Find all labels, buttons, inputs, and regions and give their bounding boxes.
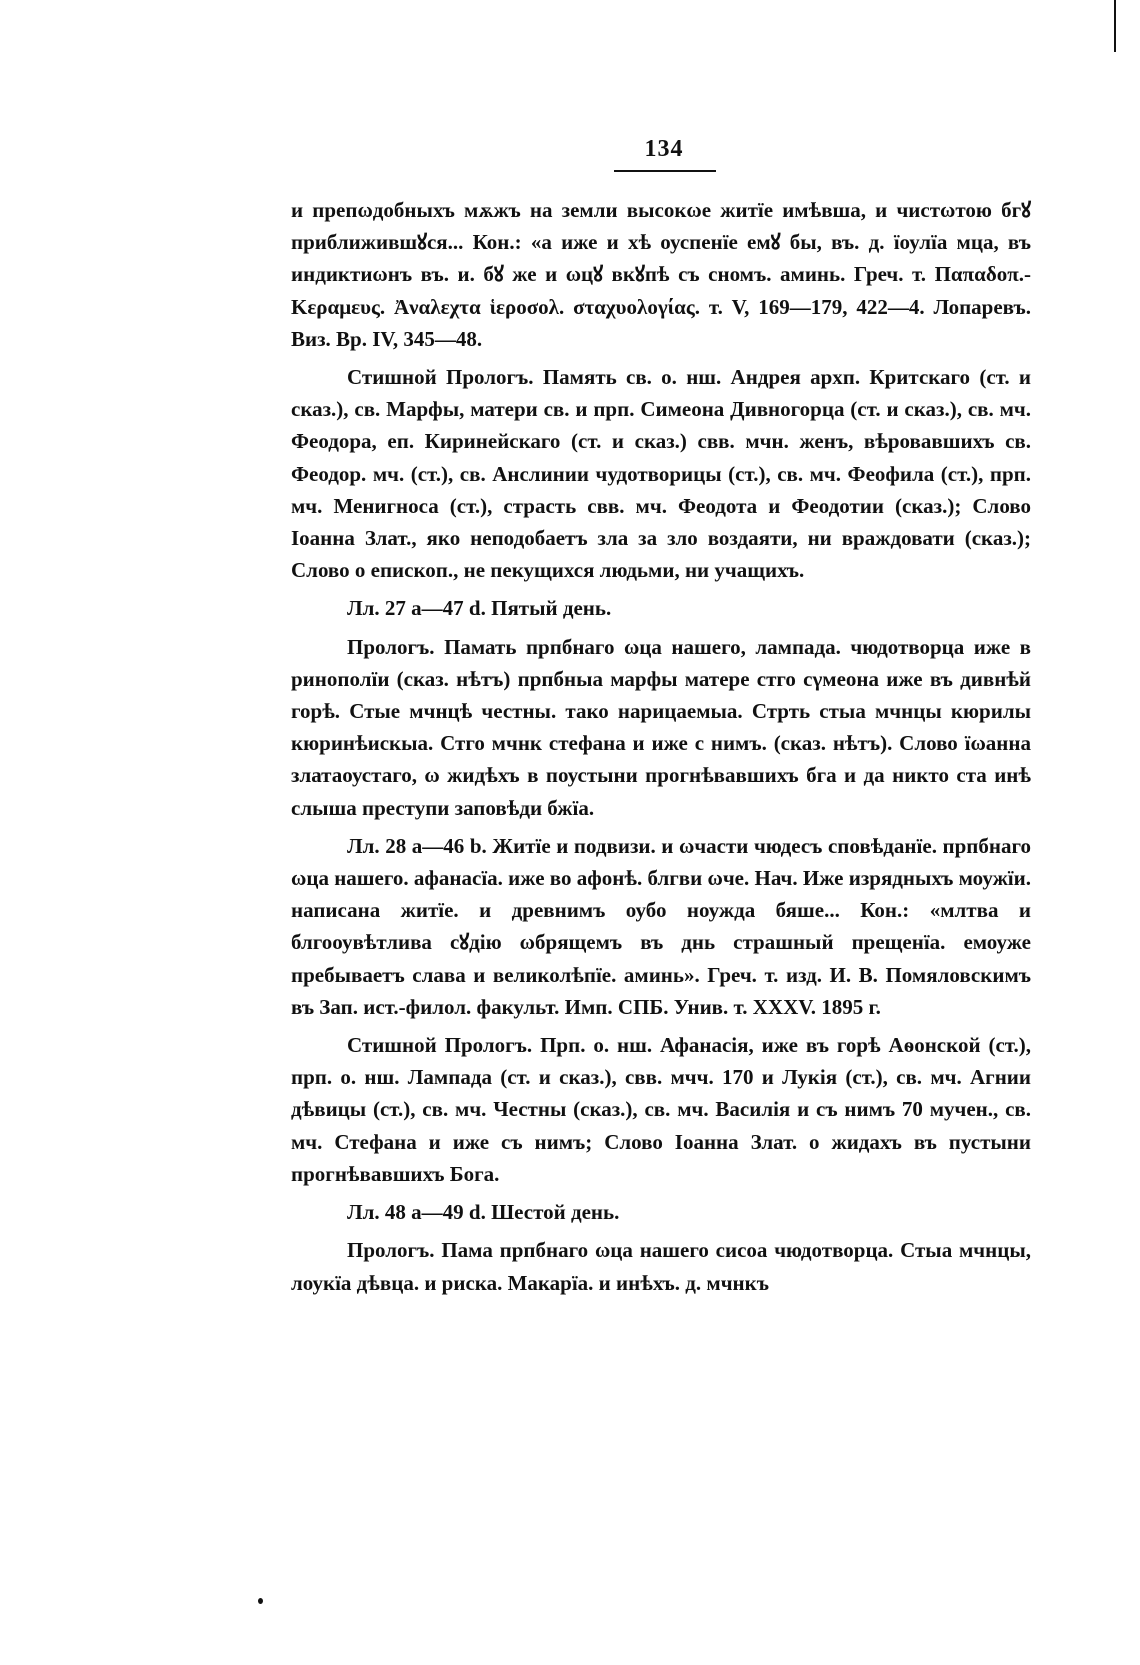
page-number: 134 — [644, 136, 684, 162]
paragraph-life-athanasius: Лл. 28 а—46 b. Житїе и подвизи. и ωчасти чюдесъ сповѣданїе. прпбнаго ωца нашего. афанасїа. иже во афонѣ. блгви ωче. Нач. Иже изрядныхъ моужїи. написана житїе. и древнимъ оубо ноужда бяше... Кон.: «млтва и блгооувѣтлива сꙋдію ωбрящемъ въ днь страшный прещенїа. емоуже пребываетъ слава и великолѣпїе. аминь». Греч. т. изд. И. В. Помяловскимъ въ Зап. ист.-филол. факульт. Имп. СПБ. Унив. т. XXXV. 1895 г. — [291, 833, 1031, 1019]
page-number-underline — [614, 170, 716, 172]
paragraph-verse-prologue: Стишной Прологъ. Память св. о. нш. Андрея архп. Критскаго (ст. и сказ.), св. Марфы, матери св. и прп. Симеона Дивногорца (ст. и сказ.), св. мч. Феодора, еп. Киринейскаго (ст. и сказ.) свв. мчн. женъ, вѣровавшихъ св. Феодор. мч. (ст.), св. Анслинии чудотворицы (ст.), св. мч. Феофила (ст.), прп. мч. Менигноса (ст.), страсть свв. мч. Феодота и Феодотии (сказ.); Слово Іоанна Злат., яко неподобаетъ зла за зло воздаяти, ни враждовати (сказ.); Слово о епископ., не пекущихся людьми, ни учащихъ. — [291, 365, 1031, 583]
page-edge-rule — [1114, 0, 1116, 52]
paragraph-continuation: и препωдобныхъ мѫжъ на земли высокωе житїе имѣвша, и чистωтою бгꙋ приближившꙋся... Кон.: «а иже и хѣ оуспенїе емꙋ бы, въ. д. їоулїа мца, въ индиктиωнъ въ. и. бꙋ же и ωцꙋ вкꙋпѣ съ сномъ. аминь. Греч. т. Παπαδοπ.-Κεραμευς. Ἀναλεχτα ἱεροσολ. σταχυολογίας. т. V, 169—179, 422—4. Лопаревъ. Виз. Вр. IV, 345—48. — [291, 198, 1031, 351]
paragraph-verse-prologue-athanasius: Стишной Прологъ. Прп. о. нш. Афанасія, иже въ горѣ Аѳонской (ст.), прп. о. нш. Лампада (ст. и сказ.), свв. мчч. 170 и Лукія (ст.), св. мч. Агнии дѣвицы (ст.), св. мч. Честны (сказ.), св. мч. Василія и съ нимъ 70 мучен., св. мч. Стефана и иже съ нимъ; Слово Іоанна Злат. о жидахъ въ пустыни прогнѣвавшихъ Бога. — [291, 1033, 1031, 1186]
paragraph-prologue-sixth-day: Прологъ. Пама прпбнаго ωца нашего сисоа чюдотворца. Стыа мчнцы, лоукїа дѣвца. и риска. Макарїа. и инѣхъ. д. мчнкъ — [291, 1238, 1031, 1295]
folio-heading-fifth-day: Лл. 27 а—47 d. Пятый день. — [347, 596, 612, 621]
ink-dot-mark — [258, 1598, 263, 1604]
paragraph-prologue-fifth-day: Прологъ. Памать прпбнаго ωца нашего, лампада. чюдотворца иже в ринополїи (сказ. нѣтъ) прпбныа марфы матере стго сγмеона иже въ дивнѣй горѣ. Стые мчнцѣ честны. тако нарицаемыа. Стрть стыа мчнцы кюрилы кюринѣискыа. Стго мчнк стефана и иже с нимъ. (сказ. нѣтъ). Слово їωанна златаоустаго, ω жидѣхъ в поустыни прогнѣвавшихъ бга и да никто ста инѣ слыша преступи заповѣди бжїа. — [291, 634, 1031, 820]
folio-heading-sixth-day: Лл. 48 а—49 d. Шестой день. — [347, 1200, 620, 1225]
body-text — [291, 194, 1031, 1299]
